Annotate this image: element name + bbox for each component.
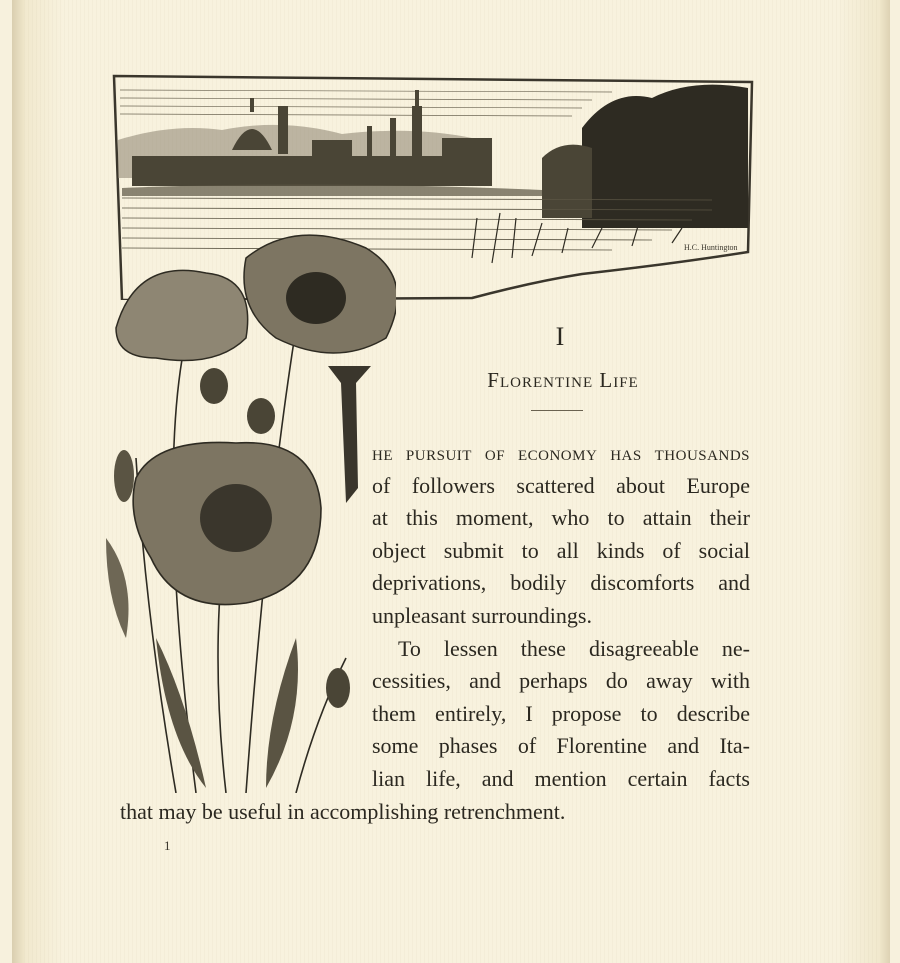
artist-signature: H.C. Huntington — [684, 243, 738, 252]
body-line: lian life, and mention certain facts — [372, 765, 750, 791]
body-line — [372, 437, 750, 470]
book-page — [12, 0, 890, 963]
body-line: of followers scattered about Europe — [372, 472, 750, 498]
body-line: object submit to all kinds of social — [372, 537, 750, 563]
body-line: them entirely, I propose to describe — [372, 700, 750, 726]
drop-cap-line: he pursuit of economy has thousands — [372, 440, 750, 465]
body-paragraphs — [372, 437, 750, 796]
body-line: some phases of Florentine and Ita- — [372, 733, 750, 759]
body-line: unpleasant surroundings. — [372, 602, 592, 628]
poppy-flowers-engraving — [96, 218, 396, 793]
title-divider — [531, 410, 583, 411]
body-final-line: that may be useful in accomplishing retrenchment. — [120, 799, 566, 824]
page-edge — [880, 0, 890, 963]
body-line: at this moment, who to attain their — [372, 505, 750, 531]
body-line: To lessen these disagreeable ne- — [398, 635, 750, 661]
body-line: cessities, and perhaps do away with — [372, 668, 750, 694]
chapter-title: Florentine Life — [487, 368, 639, 392]
page-number: 1 — [164, 838, 171, 853]
page-gutter — [12, 0, 24, 963]
body-line: deprivations, bodily discomforts and — [372, 570, 750, 596]
chapter-number: I — [555, 322, 565, 351]
